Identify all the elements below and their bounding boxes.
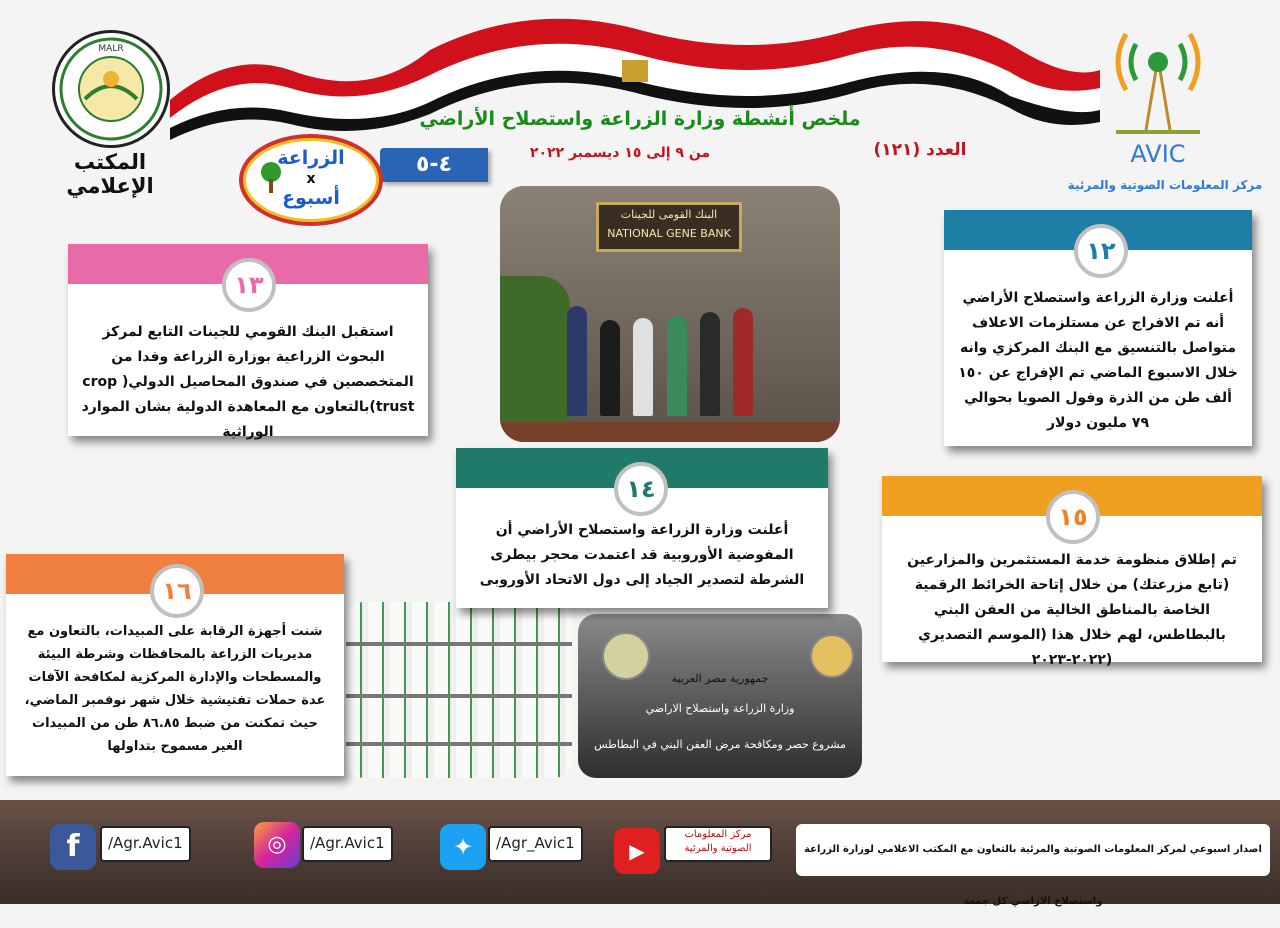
slide-line2: وزارة الزراعة واستصلاح الاراضي: [645, 702, 795, 715]
slide-line3: مشروع حصر ومكافحة مرض العفن البني في البطاطس: [594, 738, 846, 751]
ministry-logo: [52, 30, 170, 148]
gene-bank-sign-ar: البنك القومى للجينات: [620, 208, 718, 221]
avic-logo-text: AVIC: [1130, 140, 1186, 168]
instagram-handle[interactable]: /Agr.Avic1: [302, 826, 393, 862]
card-text: استقبل البنك القومي للجينات التابع لمركز البحوث الزراعية بوزارة الزراعة وفدا من المتخصصين في صندوق المحاصيل الدولي( crop trust)بالتعاون مع المعاهدة الدولية بشان الموارد الوراثية: [81, 324, 415, 440]
card-text: أعلنت وزارة الزراعة واستصلاح الأراضي أنه تم الافراج عن مستلزمات الاعلاف متواصل بالتنسيق مع البنك المركزي وانه خلال الاسبوع الماضي تم الإفراج عن ١٥٠ ألف طن من الذرة وفول الصويا بحوالي ٧٩ مليون دولار: [958, 290, 1238, 431]
news-card-15: [882, 476, 1262, 668]
pesticides-photo: [346, 602, 572, 778]
media-office-label: المكتب الإعلامي: [66, 150, 154, 198]
instagram-icon[interactable]: ◎: [254, 822, 300, 868]
date-range: من ٩ إلى ١٥ ديسمبر ٢٠٢٢: [529, 145, 711, 161]
badge-line3: أسبوع: [282, 187, 340, 209]
page-number: ٤-٥: [380, 148, 488, 182]
twitter-icon[interactable]: ✦: [440, 824, 486, 870]
avic-tagline: مركز المعلومات الصوتية والمرئية: [1067, 178, 1263, 192]
twitter-handle[interactable]: /Agr_Avic1: [488, 826, 583, 862]
news-card-13: [68, 244, 428, 440]
card-number: ١٥: [1046, 490, 1100, 544]
card-text: تم إطلاق منظومة خدمة المستثمرين والمزارعين (تابع مزرعتك) من خلال إتاحة الخرائط الرقمية الخاصة بالمناطق الخالية من العفن البني بالبطاطس، لهم خلال هذا (الموسم التصديري (٢٠٢٢-٢٠٢٣: [907, 552, 1237, 668]
youtube-label[interactable]: مركز المعلومات الصوتية والمرئية: [664, 826, 772, 862]
ministry-seal-icon: [55, 33, 167, 145]
facebook-icon[interactable]: f: [50, 824, 96, 870]
avic-logo: [1106, 30, 1210, 170]
card-number: ١٦: [150, 564, 204, 618]
card-text: أعلنت وزارة الزراعة واستصلاح الأراضي أن المفوضية الأوروبية قد اعتمدت محجر بيطرى الشرطة لتصدير الجياد إلى دول الاتحاد الأوروبى: [479, 522, 805, 588]
slide-line1: جمهورية مصر العربية: [671, 672, 769, 685]
news-card-12: [944, 210, 1252, 446]
card-number: ١٣: [222, 258, 276, 312]
badge-line2: x: [306, 171, 316, 187]
card-number: ١٤: [614, 462, 668, 516]
gene-bank-photo: [500, 186, 840, 442]
facebook-handle[interactable]: /Agr.Avic1: [100, 826, 191, 862]
gene-bank-sign-en: NATIONAL GENE BANK: [607, 227, 731, 240]
gene-bank-sign: [596, 202, 742, 252]
page-title: ملخص أنشطة وزارة الزراعة واستصلاح الأراضي: [419, 108, 861, 130]
group-of-people: [560, 306, 760, 416]
card-number: ١٢: [1074, 224, 1128, 278]
badge-line1: الزراعة: [277, 147, 345, 169]
news-card-16: [6, 554, 344, 776]
issue-number: العدد (١٢١): [873, 140, 967, 160]
logo-text: MALR: [98, 44, 124, 54]
youtube-icon[interactable]: ▶: [614, 828, 660, 874]
agriculture-week-badge: [243, 138, 379, 222]
news-card-14: [456, 448, 828, 608]
potato-project-slide: [578, 614, 862, 778]
footer-notice: اصدار اسبوعي لمركز المعلومات الصوتية والمرئية بالتعاون مع المكتب الاعلامي لوزارة الزراعة واستصلاح الاراضي كل جمعة: [796, 824, 1270, 876]
card-text: شنت أجهزة الرقابة على المبيدات، بالتعاون مع مديريات الزراعة بالمحافظات وشرطة البيئة والمسطحات والإدارة المركزية لمكافحة الآفات عدة حملات تفتيشية خلال شهر نوفمبر الماضي، حيث تمكنت من ضبط ٨٦.٨٥ طن من المبيدات الغير مسموح بتداولها: [24, 624, 326, 754]
